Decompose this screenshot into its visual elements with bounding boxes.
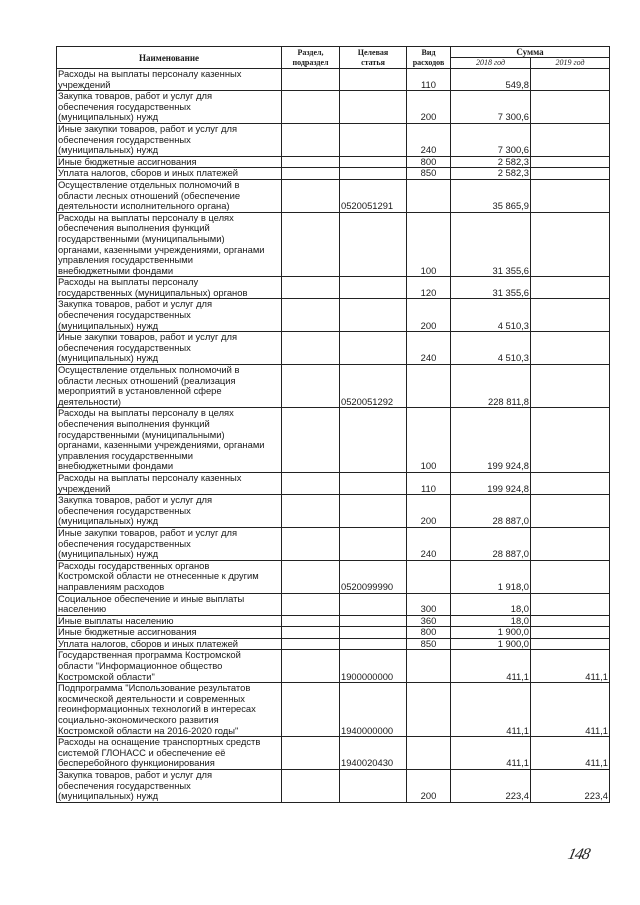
cell-expense-kind: 240 [407, 123, 451, 156]
cell-section [282, 495, 340, 528]
cell-expense-kind: 200 [407, 91, 451, 124]
cell-target-article [340, 123, 407, 156]
cell-sum-2018: 549,8 [451, 69, 531, 91]
cell-name: Подпрограмма "Использование результатов космической деятельности и современных геоинформационных технологий в интересах социально-экономического развития Костромской области на 2016-2020 годы" [57, 683, 282, 737]
cell-section [282, 650, 340, 683]
table-row [57, 495, 610, 528]
cell-expense-kind: 100 [407, 212, 451, 277]
cell-expense-kind [407, 683, 451, 737]
cell-target-article: 0520051291 [340, 179, 407, 212]
cell-name: Осуществление отдельных полномочий в области лесных отношений (обеспечение деятельности исполнительного органа) [57, 179, 282, 212]
cell-name: Расходы на выплаты персоналу казенных учреждений [57, 69, 282, 91]
cell-expense-kind: 200 [407, 770, 451, 803]
table-row [57, 615, 610, 627]
cell-section [282, 91, 340, 124]
header-year-2018: 2018 год [451, 58, 531, 69]
cell-sum-2019 [531, 123, 610, 156]
cell-name: Иные закупки товаров, работ и услуг для обеспечения государственных (муниципальных) нужд [57, 123, 282, 156]
cell-sum-2019: 223,4 [531, 770, 610, 803]
cell-name: Расходы на выплаты персоналу государственных (муниципальных) органов [57, 277, 282, 299]
cell-expense-kind: 360 [407, 615, 451, 627]
cell-target-article [340, 299, 407, 332]
table-row [57, 472, 610, 494]
cell-expense-kind: 100 [407, 408, 451, 473]
cell-sum-2018: 4 510,3 [451, 332, 531, 365]
table-row [57, 212, 610, 277]
table-header [57, 47, 610, 69]
cell-expense-kind: 800 [407, 156, 451, 168]
cell-sum-2019 [531, 299, 610, 332]
header-sum: Сумма [451, 47, 610, 58]
cell-expense-kind: 300 [407, 593, 451, 615]
cell-sum-2019 [531, 627, 610, 639]
cell-section [282, 69, 340, 91]
header-target: Целевая статья [340, 47, 407, 69]
cell-section [282, 277, 340, 299]
cell-name: Уплата налогов, сборов и иных платежей [57, 638, 282, 650]
cell-name: Государственная программа Костромской области "Информационное общество Костромской области" [57, 650, 282, 683]
cell-name: Уплата налогов, сборов и иных платежей [57, 168, 282, 180]
cell-sum-2019 [531, 156, 610, 168]
cell-name: Иные закупки товаров, работ и услуг для обеспечения государственных (муниципальных) нужд [57, 332, 282, 365]
table-row [57, 770, 610, 803]
cell-sum-2019 [531, 168, 610, 180]
table-row [57, 123, 610, 156]
cell-sum-2018: 411,1 [451, 683, 531, 737]
cell-sum-2019: 411,1 [531, 737, 610, 770]
cell-target-article [340, 527, 407, 560]
table-row [57, 179, 610, 212]
cell-expense-kind [407, 179, 451, 212]
cell-expense-kind [407, 737, 451, 770]
table-row [57, 277, 610, 299]
cell-name: Закупка товаров, работ и услуг для обеспечения государственных (муниципальных) нужд [57, 770, 282, 803]
cell-name: Закупка товаров, работ и услуг для обеспечения государственных (муниципальных) нужд [57, 91, 282, 124]
cell-target-article [340, 615, 407, 627]
table-row [57, 168, 610, 180]
cell-sum-2018: 2 582,3 [451, 156, 531, 168]
cell-sum-2018: 18,0 [451, 593, 531, 615]
cell-target-article [340, 156, 407, 168]
table-body [57, 69, 610, 803]
header-kind: Вид расходов [407, 47, 451, 69]
cell-sum-2019 [531, 365, 610, 408]
cell-section [282, 179, 340, 212]
cell-section [282, 123, 340, 156]
cell-sum-2019: 411,1 [531, 683, 610, 737]
cell-expense-kind [407, 650, 451, 683]
cell-sum-2018: 35 865,9 [451, 179, 531, 212]
table-row [57, 299, 610, 332]
cell-name: Иные закупки товаров, работ и услуг для обеспечения государственных (муниципальных) нужд [57, 527, 282, 560]
cell-name: Социальное обеспечение и иные выплаты населению [57, 593, 282, 615]
cell-target-article [340, 168, 407, 180]
table-row [57, 332, 610, 365]
cell-sum-2018: 7 300,6 [451, 91, 531, 124]
cell-target-article [340, 69, 407, 91]
cell-target-article: 0520099990 [340, 560, 407, 593]
cell-sum-2018: 228 811,8 [451, 365, 531, 408]
cell-sum-2018: 223,4 [451, 770, 531, 803]
header-name: Наименование [57, 47, 282, 69]
cell-target-article [340, 212, 407, 277]
cell-expense-kind: 200 [407, 495, 451, 528]
cell-section [282, 156, 340, 168]
cell-sum-2019 [531, 593, 610, 615]
cell-section [282, 638, 340, 650]
cell-expense-kind: 120 [407, 277, 451, 299]
budget-table [56, 46, 610, 803]
cell-target-article [340, 638, 407, 650]
table-row [57, 593, 610, 615]
cell-target-article [340, 91, 407, 124]
table-row [57, 650, 610, 683]
cell-name: Расходы на оснащение транспортных средств системой ГЛОНАСС и обеспечение её бесперебойного функционирования [57, 737, 282, 770]
cell-name: Расходы на выплаты персоналу в целях обеспечения выполнения функций государственными (муниципальными) органами, казенными учреждениями, органами управления государственными внебюджетными фондами [57, 408, 282, 473]
cell-sum-2019 [531, 495, 610, 528]
cell-target-article [340, 408, 407, 473]
table-row [57, 638, 610, 650]
cell-target-article [340, 770, 407, 803]
cell-section [282, 683, 340, 737]
cell-name: Осуществление отдельных полномочий в области лесных отношений (реализация мероприятий в установленной сфере деятельности) [57, 365, 282, 408]
cell-sum-2019 [531, 277, 610, 299]
cell-sum-2019 [531, 332, 610, 365]
table-row [57, 560, 610, 593]
cell-sum-2019 [531, 615, 610, 627]
cell-section [282, 560, 340, 593]
table-row [57, 156, 610, 168]
cell-name: Закупка товаров, работ и услуг для обеспечения государственных (муниципальных) нужд [57, 299, 282, 332]
cell-section [282, 365, 340, 408]
cell-sum-2018: 18,0 [451, 615, 531, 627]
cell-target-article: 1900000000 [340, 650, 407, 683]
table-row [57, 365, 610, 408]
table-row [57, 69, 610, 91]
cell-expense-kind [407, 560, 451, 593]
table-row [57, 527, 610, 560]
cell-sum-2018: 411,1 [451, 650, 531, 683]
cell-expense-kind: 850 [407, 638, 451, 650]
cell-sum-2018: 28 887,0 [451, 495, 531, 528]
table-row [57, 683, 610, 737]
cell-expense-kind: 240 [407, 332, 451, 365]
cell-name: Расходы государственных органов Костромской области не отнесенные к другим направлениям расходов [57, 560, 282, 593]
cell-expense-kind: 800 [407, 627, 451, 639]
cell-sum-2018: 1 900,0 [451, 627, 531, 639]
cell-target-article [340, 593, 407, 615]
table-row [57, 627, 610, 639]
cell-sum-2019 [531, 472, 610, 494]
cell-section [282, 737, 340, 770]
header-section: Раздел, подраздел [282, 47, 340, 69]
cell-sum-2019 [531, 69, 610, 91]
table-row [57, 737, 610, 770]
cell-name: Иные бюджетные ассигнования [57, 156, 282, 168]
handwritten-page-number: 148 [566, 846, 591, 863]
cell-target-article [340, 277, 407, 299]
cell-section [282, 615, 340, 627]
cell-section [282, 627, 340, 639]
cell-sum-2018: 199 924,8 [451, 472, 531, 494]
cell-expense-kind: 850 [407, 168, 451, 180]
cell-target-article [340, 627, 407, 639]
cell-sum-2018: 1 900,0 [451, 638, 531, 650]
cell-name: Закупка товаров, работ и услуг для обеспечения государственных (муниципальных) нужд [57, 495, 282, 528]
cell-expense-kind: 240 [407, 527, 451, 560]
cell-sum-2019 [531, 91, 610, 124]
cell-sum-2018: 28 887,0 [451, 527, 531, 560]
cell-sum-2018: 199 924,8 [451, 408, 531, 473]
cell-section [282, 299, 340, 332]
cell-sum-2019 [531, 212, 610, 277]
cell-target-article: 1940020430 [340, 737, 407, 770]
cell-sum-2018: 2 582,3 [451, 168, 531, 180]
cell-section [282, 408, 340, 473]
cell-sum-2019 [531, 179, 610, 212]
cell-name: Иные выплаты населению [57, 615, 282, 627]
table-row [57, 408, 610, 473]
cell-sum-2018: 31 355,6 [451, 212, 531, 277]
cell-sum-2018: 31 355,6 [451, 277, 531, 299]
cell-sum-2018: 4 510,3 [451, 299, 531, 332]
cell-section [282, 527, 340, 560]
cell-name: Иные бюджетные ассигнования [57, 627, 282, 639]
cell-section [282, 212, 340, 277]
header-year-2019: 2019 год [531, 58, 610, 69]
cell-target-article [340, 495, 407, 528]
cell-sum-2019 [531, 527, 610, 560]
cell-expense-kind: 110 [407, 69, 451, 91]
cell-sum-2019 [531, 408, 610, 473]
table-row [57, 91, 610, 124]
cell-section [282, 332, 340, 365]
cell-target-article [340, 332, 407, 365]
cell-name: Расходы на выплаты персоналу казенных учреждений [57, 472, 282, 494]
cell-section [282, 770, 340, 803]
cell-target-article: 1940000000 [340, 683, 407, 737]
cell-section [282, 593, 340, 615]
cell-target-article [340, 472, 407, 494]
cell-target-article: 0520051292 [340, 365, 407, 408]
cell-section [282, 472, 340, 494]
cell-expense-kind [407, 365, 451, 408]
cell-expense-kind: 200 [407, 299, 451, 332]
cell-sum-2019: 411,1 [531, 650, 610, 683]
cell-sum-2018: 411,1 [451, 737, 531, 770]
cell-sum-2018: 1 918,0 [451, 560, 531, 593]
cell-section [282, 168, 340, 180]
cell-expense-kind: 110 [407, 472, 451, 494]
cell-name: Расходы на выплаты персоналу в целях обеспечения выполнения функций государственными (муниципальными) органами, казенными учреждениями, органами управления государственными внебюджетными фондами [57, 212, 282, 277]
cell-sum-2018: 7 300,6 [451, 123, 531, 156]
cell-sum-2019 [531, 560, 610, 593]
cell-sum-2019 [531, 638, 610, 650]
